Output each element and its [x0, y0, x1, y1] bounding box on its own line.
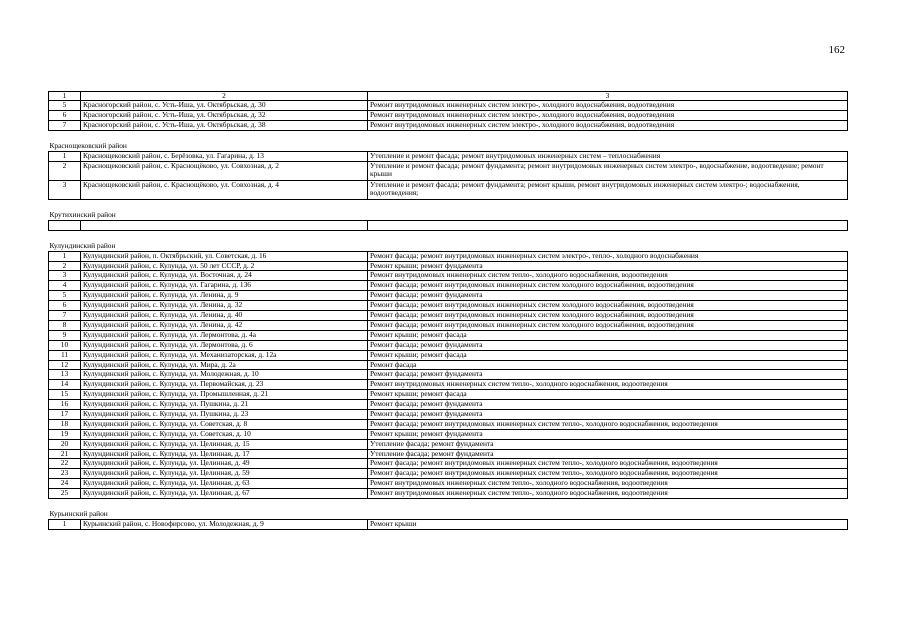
row-number [49, 220, 81, 230]
row-works [368, 220, 848, 230]
district-row [49, 142, 848, 152]
table-row [49, 519, 848, 529]
row-number: 20 [49, 439, 81, 449]
table-row [49, 400, 848, 410]
row-works: Ремонт фасада; ремонт фундамента [368, 400, 848, 410]
table-row [49, 151, 848, 161]
row-address: Кулундинский район, с. Кулунда, ул. Первомайская, д. 23 [81, 380, 368, 390]
row-number: 22 [49, 459, 81, 469]
table-row [49, 419, 848, 429]
spacer-cell [49, 199, 848, 211]
table-row [49, 291, 848, 301]
row-number: 13 [49, 370, 81, 380]
table-row [49, 330, 848, 340]
row-number: 2 [49, 161, 81, 180]
row-address: Кулундинский район, с. Кулунда, ул. Целинная, д. 15 [81, 439, 368, 449]
table-row [49, 370, 848, 380]
row-works: Ремонт внутридомовых инженерных систем тепло-, холодного водоснабжения, водоотведения [368, 271, 848, 281]
row-number: 3 [49, 271, 81, 281]
district-name: Кулундинский район [49, 242, 848, 252]
spacer-row [49, 199, 848, 211]
spacer-cell [49, 498, 848, 510]
row-works: Ремонт внутридомовых инженерных систем электро-, холодного водоснабжения, водоотведения [368, 101, 848, 111]
row-works: Ремонт фасада; ремонт фундамента [368, 409, 848, 419]
table-row [49, 340, 848, 350]
row-works: Ремонт фасада; ремонт внутридомовых инженерных систем тепло-, холодного водоснабжения, водоотведения [368, 459, 848, 469]
row-works: Ремонт фасада; ремонт фундамента [368, 370, 848, 380]
row-number: 1 [49, 151, 81, 161]
district-row [49, 211, 848, 221]
row-works: Ремонт внутридомовых инженерных систем тепло-, холодного водоснабжения, водоотведения [368, 380, 848, 390]
table-row [49, 261, 848, 271]
row-address: Краснощековский район, с. Берёзовка, ул. Гагарина, д. 13 [81, 151, 368, 161]
header-col-1: 1 [49, 92, 81, 101]
table-row [49, 111, 848, 121]
row-works: Ремонт фасада; ремонт фундамента [368, 340, 848, 350]
row-works: Утепление фасада; ремонт фундамента [368, 439, 848, 449]
row-works: Ремонт фасада; ремонт внутридомовых инженерных систем тепло-, холодного водоснабжения, водоотведения [368, 469, 848, 479]
row-address: Кулундинский район, с. Кулунда, ул. Пушкина, д. 23 [81, 409, 368, 419]
row-works: Ремонт внутридомовых инженерных систем тепло-, холодного водоснабжения, водоотведения [368, 489, 848, 499]
row-number: 7 [49, 311, 81, 321]
table-row [49, 409, 848, 419]
row-address: Кулундинский район, с. Кулунда, ул. Советская, д. 10 [81, 429, 368, 439]
table-row [49, 281, 848, 291]
table-row [49, 350, 848, 360]
row-address: Кулундинский район, с. Кулунда, ул. Ленина, д. 32 [81, 301, 368, 311]
row-works: Утепление фасада; ремонт фундамента [368, 449, 848, 459]
header-col-3: 3 [368, 92, 848, 101]
row-address: Красногорский район, с. Усть-Иша, ул. Октябрьская, д. 30 [81, 101, 368, 111]
row-works: Ремонт внутридомовых инженерных систем электро-, холодного водоснабжения, водоотведения [368, 111, 848, 121]
row-number: 1 [49, 251, 81, 261]
row-works: Ремонт фасада; ремонт внутридомовых инженерных систем холодного водоснабжения, водоотведения [368, 281, 848, 291]
row-address [81, 220, 368, 230]
row-number: 18 [49, 419, 81, 429]
district-name: Курьинский район [49, 510, 848, 520]
row-number: 24 [49, 479, 81, 489]
works-table [48, 91, 848, 530]
row-number: 3 [49, 180, 81, 199]
row-number: 16 [49, 400, 81, 410]
row-address: Красногорский район, с. Усть-Иша, ул. Октябрьская, д. 32 [81, 111, 368, 121]
table-row [49, 161, 848, 180]
table-row [49, 390, 848, 400]
header-row [49, 92, 848, 101]
row-number: 25 [49, 489, 81, 499]
row-works: Утепление и ремонт фасада; ремонт фундамента; ремонт внутридомовых инженерных систем электро-, водоснабжение, водоотведение; ремонт крыши [368, 161, 848, 180]
row-address: Краснощековский район, с. Краснощёково, ул. Совхозная, д. 2 [81, 161, 368, 180]
row-number: 19 [49, 429, 81, 439]
row-works: Ремонт фасада; ремонт внутридомовых инженерных систем электро-, тепло-, холодного водоснабжения [368, 251, 848, 261]
row-address: Кулундинский район, п. Октябрьский, ул. Советская, д. 16 [81, 251, 368, 261]
spacer-cell [49, 130, 848, 142]
row-address: Кулундинский район, с. Кулунда, ул. Целинная, д. 63 [81, 479, 368, 489]
spacer-cell [49, 230, 848, 242]
row-address: Краснощековский район, с. Краснощёково, ул. Совхозная, д. 4 [81, 180, 368, 199]
table-row [49, 301, 848, 311]
row-number: 5 [49, 291, 81, 301]
row-works: Утепление и ремонт фасада; ремонт фундамента; ремонт крыши, ремонт внутридомовых инженерных систем электро-; водоснабжения, водоотведения; [368, 180, 848, 199]
row-address: Кулундинский район, с. Кулунда, ул. Целинная, д. 59 [81, 469, 368, 479]
row-works: Ремонт крыши; ремонт фасада [368, 390, 848, 400]
row-number: 8 [49, 320, 81, 330]
table-row [49, 320, 848, 330]
table-row [49, 271, 848, 281]
table-row [49, 459, 848, 469]
page-number: 162 [828, 44, 845, 56]
table-row [49, 479, 848, 489]
table-row [49, 469, 848, 479]
row-address: Кулундинский район, с. Кулунда, ул. Лермонтова, д. 4а [81, 330, 368, 340]
row-address: Кулундинский район, с. Кулунда, ул. Советская, д. 8 [81, 419, 368, 429]
row-address: Кулундинский район, с. Кулунда, ул. Мира, д. 2а [81, 360, 368, 370]
row-number: 4 [49, 281, 81, 291]
row-works: Ремонт крыши; ремонт фасада [368, 330, 848, 340]
row-works: Ремонт фасада; ремонт внутридомовых инженерных систем холодного водоснабжения, водоотведения [368, 320, 848, 330]
row-works: Ремонт фасада; ремонт фундамента [368, 291, 848, 301]
table-row [49, 380, 848, 390]
row-address: Кулундинский район, с. Кулунда, ул. Пушкина, д. 21 [81, 400, 368, 410]
table-row [49, 489, 848, 499]
table-row [49, 439, 848, 449]
row-works: Ремонт фасада; ремонт внутридомовых инженерных систем холодного водоснабжения, водоотведения [368, 311, 848, 321]
row-address: Кулундинский район, с. Кулунда, ул. Ленина, д. 9 [81, 291, 368, 301]
table-row [49, 449, 848, 459]
row-number: 1 [49, 519, 81, 529]
row-number: 21 [49, 449, 81, 459]
spacer-row [49, 230, 848, 242]
table-row [49, 120, 848, 130]
row-number: 6 [49, 301, 81, 311]
row-address: Кулундинский район, с. Кулунда, ул. Гагарина, д. 136 [81, 281, 368, 291]
row-number: 14 [49, 380, 81, 390]
row-address: Кулундинский район, с. Кулунда, ул. Целинная, д. 49 [81, 459, 368, 469]
row-address: Кулундинский район, с. Кулунда, ул. 50 лет СССР, д. 2 [81, 261, 368, 271]
row-number: 11 [49, 350, 81, 360]
row-works: Ремонт внутридомовых инженерных систем тепло-, холодного водоснабжения, водоотведения [368, 479, 848, 489]
table-row [49, 429, 848, 439]
district-name: Краснощековский район [49, 142, 848, 152]
row-works: Ремонт крыши; ремонт фундамента [368, 261, 848, 271]
table-row [49, 360, 848, 370]
row-number: 7 [49, 120, 81, 130]
table-row [49, 251, 848, 261]
row-number: 10 [49, 340, 81, 350]
row-address: Красногорский район, с. Усть-Иша, ул. Октябрьская, д. 38 [81, 120, 368, 130]
row-number: 15 [49, 390, 81, 400]
row-works: Ремонт фасада; ремонт внутридомовых инженерных систем холодного водоснабжения, водоотведения [368, 301, 848, 311]
spacer-row [49, 130, 848, 142]
row-works: Утепление и ремонт фасада; ремонт внутридомовых инженерных систем – теплоснабжения [368, 151, 848, 161]
table-row [49, 311, 848, 321]
row-address: Кулундинский район, с. Кулунда, ул. Механизаторская, д. 12а [81, 350, 368, 360]
row-number: 2 [49, 261, 81, 271]
row-number: 9 [49, 330, 81, 340]
district-row [49, 242, 848, 252]
header-col-2: 2 [81, 92, 368, 101]
row-address: Кулундинский район, с. Кулунда, ул. Ленина, д. 40 [81, 311, 368, 321]
row-address: Кулундинский район, с. Кулунда, ул. Восточная, д. 24 [81, 271, 368, 281]
district-row [49, 510, 848, 520]
district-name: Крутихинский район [49, 211, 848, 221]
row-number: 5 [49, 101, 81, 111]
row-address: Кулундинский район, с. Кулунда, ул. Целинная, д. 17 [81, 449, 368, 459]
row-address: Кулундинский район, с. Кулунда, ул. Промышленная, д. 21 [81, 390, 368, 400]
row-works: Ремонт крыши; ремонт фасада [368, 350, 848, 360]
table-row [49, 220, 848, 230]
table-row [49, 180, 848, 199]
row-number: 12 [49, 360, 81, 370]
row-works: Ремонт крыши; ремонт фундамента [368, 429, 848, 439]
row-address: Кулундинский район, с. Кулунда, ул. Ленина, д. 42 [81, 320, 368, 330]
row-works: Ремонт внутридомовых инженерных систем электро-, холодного водоснабжения, водоотведения [368, 120, 848, 130]
row-works: Ремонт фасада [368, 360, 848, 370]
row-address: Кулундинский район, с. Кулунда, ул. Лермонтова, д. 6 [81, 340, 368, 350]
table-row [49, 101, 848, 111]
row-works: Ремонт фасада; ремонт внутридомовых инженерных систем тепло-, холодного водоснабжения, водоотведения [368, 419, 848, 429]
row-number: 17 [49, 409, 81, 419]
row-works: Ремонт крыши [368, 519, 848, 529]
row-number: 23 [49, 469, 81, 479]
spacer-row [49, 498, 848, 510]
row-address: Кулундинский район, с. Кулунда, ул. Целинная, д. 67 [81, 489, 368, 499]
row-number: 6 [49, 111, 81, 121]
row-address: Кулундинский район, с. Кулунда, ул. Молодежная, д. 10 [81, 370, 368, 380]
row-address: Курьинский район, с. Новофирсово, ул. Молодежная, д. 9 [81, 519, 368, 529]
